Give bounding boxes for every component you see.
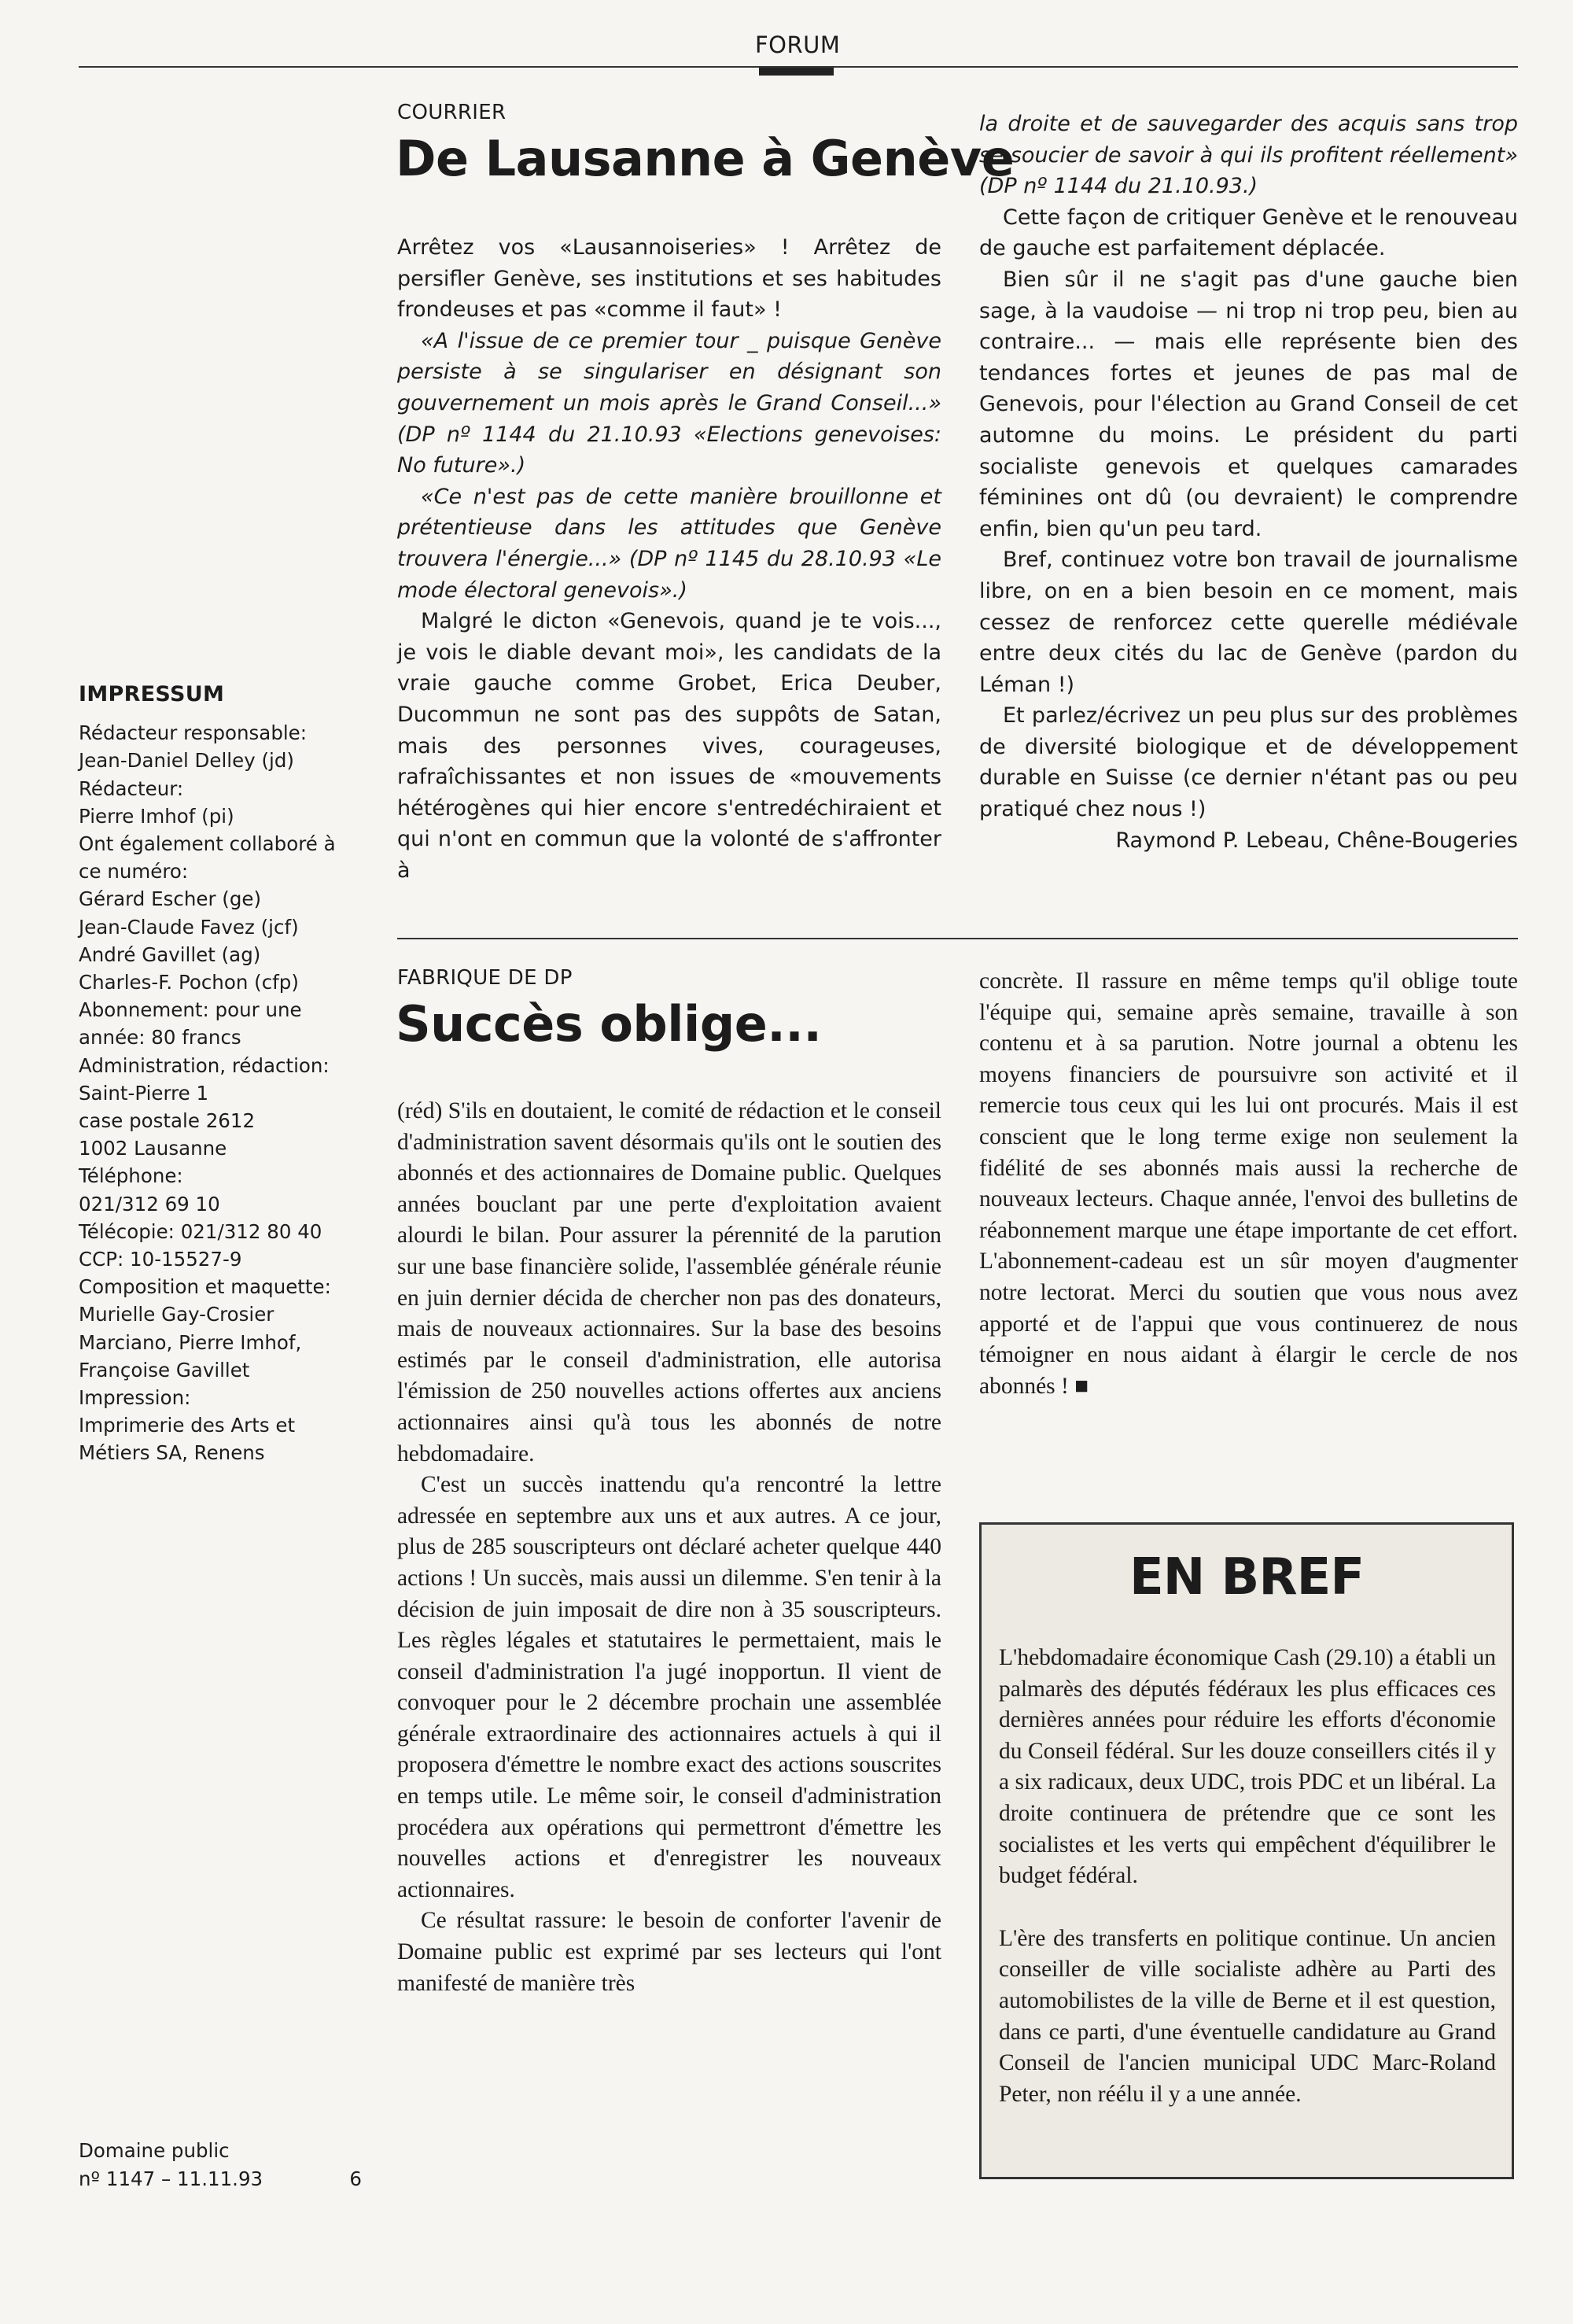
impressum-line: Imprimerie des Arts et <box>79 1414 296 1437</box>
impressum-line: 021/312 69 10 <box>79 1192 220 1215</box>
impressum-line: Abonnement: pour une <box>79 998 302 1022</box>
article1-signature: Raymond P. Lebeau, Chêne-Bougeries <box>1115 828 1518 853</box>
impressum-line: année: 80 francs <box>79 1026 241 1049</box>
impressum-line: Pierre Imhof (pi) <box>79 804 234 828</box>
article2-paragraph: (réd) S'ils en doutaient, le comité de rédaction et le conseil d'administration savent désormais qu'ils ont le soutien des abonnés et des actionnaires de Domaine public. Quelques années bouclant par une perte d'exploitation avaient alourdi le bilan. Pour assurer la pérennité de la parution sur une base financière solide, l'assemblée générale réunie en juin dernier décida de chercher non pas des donateurs, mais de nouveaux actionnaires. Sur la base des besoins estimés par le conseil d'administration, elle autorisa l'émission de 250 nouvelles actions offertes aux anciens actionnaires ainsi qu'à tous les abonnés de notre hebdomadaire. <box>397 1098 941 1466</box>
end-mark: ■ <box>1074 1373 1089 1399</box>
section-divider <box>397 938 1518 939</box>
en-bref-item: L'hebdomadaire économique Cash (29.10) a établi un palmarès des députés fédéraux les plus efficaces ces dernières années pour réduire les efforts d'économie du Conseil fédéral. Sur les douze conseillers cités il y a six radicaux, deux UDC, trois PDC et un libéral. La droite continuera de prétendre que ce sont les socialistes et les verts qui empêchent d'équilibrer le budget fédéral. <box>999 1645 1496 1889</box>
impressum-line: Marciano, Pierre Imhof, <box>79 1330 302 1354</box>
impressum-title: IMPRESSUM <box>79 682 225 706</box>
article1-quote: la droite et de sauvegarder des acquis sans trop se soucier de savoir à qui ils profitent réellement» (DP nº 1144 du 21.10.93.) <box>979 112 1518 199</box>
impressum-line: case postale 2612 <box>79 1109 256 1133</box>
article1-column-2 <box>979 109 1518 856</box>
article1-paragraph: Malgré le dicton «Genevois, quand je te vois..., je vois le diable devant moi», les candidats de la vraie gauche comme Grobet, Erica Deuber, Ducommun ne sont pas des suppôts de Satan, mais des personnes vives, courageuses, rafraîchissantes et non issues de «mouvements hétérogènes qui hier encore s'entredéchiraient et qui n'ont en commun que la volonté de s'affronter à <box>397 609 941 883</box>
impressum-line: Charles-F. Pochon (cfp) <box>79 971 299 994</box>
section-header: FORUM <box>755 31 841 58</box>
article2-paragraph: C'est un succès inattendu qu'a rencontré la lettre adressée en septembre aux uns et aux autres. A ce jour, plus de 285 souscripteurs ont déclaré acheter quelque 440 actions ! Un succès, mais aussi un dilemme. S'en tenir à la décision de juin imposait de dire non à 35 souscripteurs. Les règles légales et statutaires le permettaient, mais le conseil d'administration l'a jugé inopportun. Il vient de convoquer pour le 2 décembre prochain une assemblée générale extraordinaire des actionnaires actuels à qui il proposera d'émettre le nombre exact des actions souscrites en temps utile. Le même soir, le conseil d'administration procédera aux opérations qui permettront d'émettre les nouvelles actions et d'enregistrer les nouveaux actionnaires. <box>397 1472 941 1902</box>
impressum-line: Composition et maquette: <box>79 1275 331 1299</box>
impressum <box>79 681 362 1467</box>
impressum-line: Administration, rédaction: <box>79 1053 330 1077</box>
article1-paragraph: Cette façon de critiquer Genève et le renouveau de gauche est parfaitement déplacée. <box>979 205 1518 261</box>
impressum-line: Jean-Claude Favez (jcf) <box>79 915 299 939</box>
publication-name: Domaine public <box>79 2139 230 2162</box>
article1-paragraph: Bien sûr il ne s'agit pas d'une gauche bien sage, à la vaudoise — ni trop ni trop peu, bien au contraire... — mais elle représente bien des tendances fortes et jeunes de pas mal de Genevois, pour l'élection au Grand Conseil de cet automne du moins. Le président du parti socialiste genevois et quelques camarades féminines ont dû (ou devraient) le comprendre enfin, bien qu'un peu tard. <box>979 267 1518 541</box>
impressum-line: Saint-Pierre 1 <box>79 1081 209 1105</box>
article2-paragraph: Ce résultat rassure: le besoin de conforter l'avenir de Domaine public est exprimé par ses lecteurs qui l'ont manifesté de manière très <box>397 1908 941 1996</box>
en-bref-title: EN BREF <box>1129 1548 1365 1607</box>
article1-paragraph: Arrêtez vos «Lausannoiseries» ! Arrêtez de persifler Genève, ses institutions et ses habitudes frondeuses et pas «comme il faut» ! <box>397 235 941 323</box>
impressum-line: Rédacteur responsable: <box>79 721 308 745</box>
impressum-line: Impression: <box>79 1386 191 1410</box>
article1-kicker: COURRIER <box>397 101 507 124</box>
article1-column-1 <box>397 232 941 886</box>
article1-quote: «A l'issue de ce premier tour _ puisque Genève persiste à se singulariser en désignant son gouvernement un mois après le Grand Conseil...» (DP nº 1144 du 21.10.93 «Elections genevoises: No future».) <box>397 328 941 478</box>
article2-column-2 <box>979 966 1518 1402</box>
article1-title: De Lausanne à Genève <box>396 130 1015 187</box>
page-number: 6 <box>349 2167 362 2190</box>
impressum-line: Rédacteur: <box>79 777 184 800</box>
impressum-line: Téléphone: <box>79 1164 183 1188</box>
article2-column-1 <box>397 1096 941 1999</box>
article2-kicker: FABRIQUE DE DP <box>397 966 573 990</box>
issue-number: nº 1147 – 11.11.93 <box>79 2167 263 2190</box>
impressum-line: Gérard Escher (ge) <box>79 887 262 911</box>
article1-paragraph: Bref, continuez votre bon travail de journalisme libre, on en a bien besoin en ce moment, mais cessez de renforcez cette querelle médiévale entre deux cités du lac de Genève (pardon du Léman !) <box>979 548 1518 697</box>
impressum-line: 1002 Lausanne <box>79 1137 227 1160</box>
impressum-line: Françoise Gavillet <box>79 1358 250 1381</box>
article1-paragraph: Et parlez/écrivez un peu plus sur des problèmes de diversité biologique et de développement durable en Suisse (ce dernier n'étant pas ou peu pratiqué chez nous !) <box>979 703 1518 822</box>
impressum-line: Métiers SA, Renens <box>79 1441 265 1465</box>
impressum-lines <box>79 719 362 1466</box>
impressum-line: ce numéro: <box>79 860 189 883</box>
impressum-line: Murielle Gay-Crosier <box>79 1303 274 1326</box>
en-bref-body <box>999 1643 1496 2141</box>
impressum-line: Jean-Daniel Delley (jd) <box>79 749 294 773</box>
impressum-line: Ont également collaboré à <box>79 832 336 856</box>
article2-paragraph: concrète. Il rassure en même temps qu'il oblige toute l'équipe qui, semaine après semaine, travaille à son contenu et à sa parution. Notre journal a obtenu les moyens financiers de poursuivre son activité et il remercie tous ceux qui les lui ont procurés. Mais il est conscient que le long terme exige non seulement la fidélité de ses abonnés mais aussi la recherche de nouveaux lecteurs. Chaque année, l'envoi des bulletins de réabonnement marque une étape importante de cet effort. L'abonnement-cadeau est un sûr moyen d'augmenter notre lectorat. Merci du soutien que vous nous avez apporté et de l'appui que vous continuerez de nous témoigner en nous aidant à élargir le cercle de nos abonnés ! <box>979 968 1518 1399</box>
impressum-line: Télécopie: 021/312 80 40 <box>79 1219 322 1243</box>
article2-title: Succès oblige... <box>396 995 822 1053</box>
en-bref-box <box>979 1522 1514 2179</box>
article1-quote: «Ce n'est pas de cette manière brouillonne et prétentieuse dans les attitudes que Genève trouvera l'énergie...» (DP nº 1145 du 28.10.93 «Le mode électoral genevois».) <box>397 484 941 603</box>
impressum-line: André Gavillet (ag) <box>79 943 261 966</box>
header-tab-bar <box>759 68 834 76</box>
en-bref-item: L'ère des transferts en politique continue. Un ancien conseiller de ville socialiste adhère au Parti des automobilistes de la ville de Berne et il est question, dans ce parti, d'une éventuelle candidature au Grand Conseil de l'ancien municipal UDC Marc-Roland Peter, non réélu il y a une année. <box>999 1925 1496 2107</box>
page-footer <box>79 2137 362 2193</box>
impressum-line: CCP: 10-15527-9 <box>79 1248 242 1271</box>
